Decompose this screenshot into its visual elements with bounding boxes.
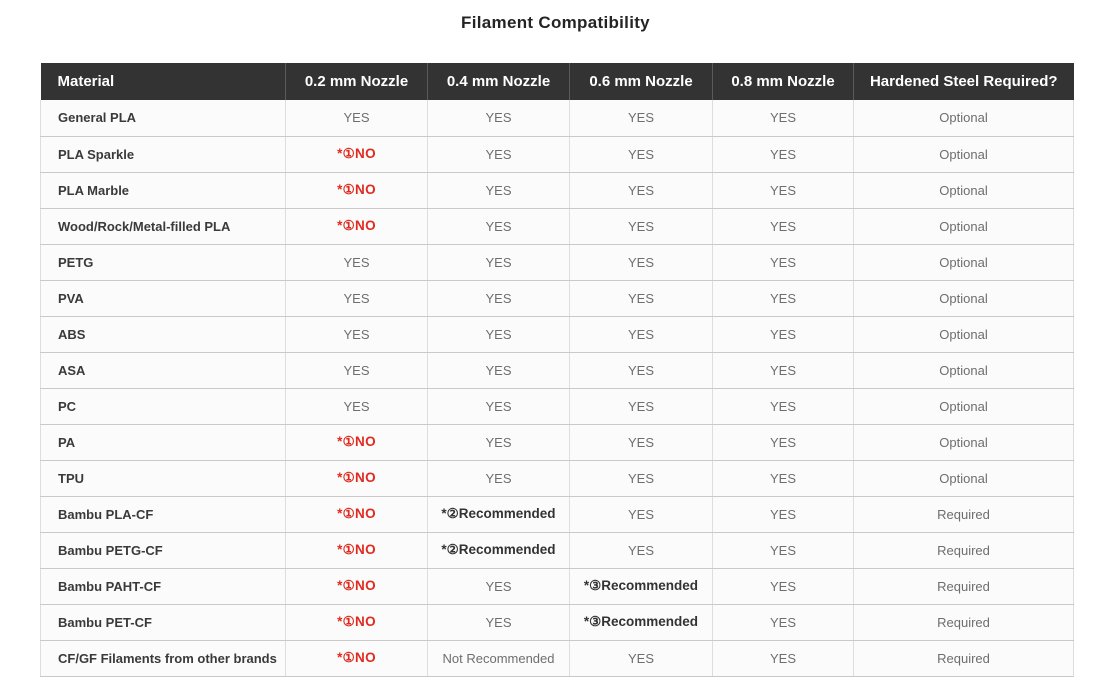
- cell-hardened-steel: Optional: [854, 208, 1074, 244]
- table-header: [41, 63, 1074, 100]
- cell-nozzle-0-8: YES: [713, 136, 854, 172]
- cell-hardened-steel: Required: [854, 604, 1074, 640]
- material-cell: PLA Sparkle: [41, 136, 286, 172]
- table-row: [41, 640, 1074, 676]
- cell-hardened-steel: Optional: [854, 100, 1074, 136]
- cell-nozzle-0-6: YES: [570, 352, 713, 388]
- material-cell: CF/GF Filaments from other brands: [41, 640, 286, 676]
- cell-nozzle-0-2: YES: [286, 316, 428, 352]
- cell-nozzle-0-6: YES: [570, 496, 713, 532]
- cell-nozzle-0-2: YES: [286, 100, 428, 136]
- cell-nozzle-0-6: YES: [570, 136, 713, 172]
- cell-nozzle-0-8: YES: [713, 568, 854, 604]
- cell-nozzle-0-4: YES: [428, 352, 570, 388]
- cell-nozzle-0-4: YES: [428, 208, 570, 244]
- cell-hardened-steel: Required: [854, 568, 1074, 604]
- material-cell: PC: [41, 388, 286, 424]
- table-row: [41, 604, 1074, 640]
- table-row: [41, 172, 1074, 208]
- material-cell: Bambu PETG-CF: [41, 532, 286, 568]
- cell-hardened-steel: Optional: [854, 280, 1074, 316]
- cell-nozzle-0-2: *①NO: [286, 640, 428, 676]
- filament-compatibility-table: [40, 63, 1074, 677]
- table-row: [41, 424, 1074, 460]
- cell-nozzle-0-6: YES: [570, 460, 713, 496]
- material-cell: Bambu PET-CF: [41, 604, 286, 640]
- table-header-row: [41, 63, 1074, 100]
- cell-nozzle-0-4: YES: [428, 136, 570, 172]
- cell-hardened-steel: Optional: [854, 352, 1074, 388]
- cell-nozzle-0-4: YES: [428, 172, 570, 208]
- cell-hardened-steel: Optional: [854, 244, 1074, 280]
- cell-nozzle-0-6: YES: [570, 388, 713, 424]
- cell-nozzle-0-8: YES: [713, 172, 854, 208]
- cell-nozzle-0-2: *①NO: [286, 172, 428, 208]
- column-header-hardened-steel: Hardened Steel Required?: [854, 63, 1074, 100]
- cell-hardened-steel: Optional: [854, 172, 1074, 208]
- material-cell: General PLA: [41, 100, 286, 136]
- cell-nozzle-0-8: YES: [713, 316, 854, 352]
- material-cell: PLA Marble: [41, 172, 286, 208]
- cell-hardened-steel: Optional: [854, 424, 1074, 460]
- cell-hardened-steel: Optional: [854, 388, 1074, 424]
- column-header-material: Material: [41, 63, 286, 100]
- cell-hardened-steel: Required: [854, 640, 1074, 676]
- column-header-nozzle-0-6: 0.6 mm Nozzle: [570, 63, 713, 100]
- material-cell: Bambu PAHT-CF: [41, 568, 286, 604]
- page-title: Filament Compatibility: [461, 13, 650, 32]
- cell-nozzle-0-8: YES: [713, 388, 854, 424]
- cell-nozzle-0-6: YES: [570, 280, 713, 316]
- table-row: [41, 208, 1074, 244]
- table-row: [41, 460, 1074, 496]
- table-row: [41, 100, 1074, 136]
- material-cell: Wood/Rock/Metal-filled PLA: [41, 208, 286, 244]
- cell-nozzle-0-2: *①NO: [286, 460, 428, 496]
- cell-nozzle-0-4: YES: [428, 316, 570, 352]
- table-row: [41, 532, 1074, 568]
- cell-nozzle-0-2: *①NO: [286, 496, 428, 532]
- column-header-nozzle-0-4: 0.4 mm Nozzle: [428, 63, 570, 100]
- material-cell: TPU: [41, 460, 286, 496]
- cell-hardened-steel: Optional: [854, 460, 1074, 496]
- cell-nozzle-0-6: *③Recommended: [570, 568, 713, 604]
- cell-hardened-steel: Required: [854, 496, 1074, 532]
- filament-compatibility-table-container: [40, 63, 1073, 677]
- table-row: [41, 496, 1074, 532]
- cell-nozzle-0-4: YES: [428, 460, 570, 496]
- cell-nozzle-0-8: YES: [713, 244, 854, 280]
- cell-nozzle-0-8: YES: [713, 424, 854, 460]
- cell-nozzle-0-8: YES: [713, 640, 854, 676]
- table-row: [41, 316, 1074, 352]
- cell-nozzle-0-4: YES: [428, 100, 570, 136]
- column-header-nozzle-0-2: 0.2 mm Nozzle: [286, 63, 428, 100]
- cell-nozzle-0-4: Not Recommended: [428, 640, 570, 676]
- cell-nozzle-0-8: YES: [713, 532, 854, 568]
- cell-nozzle-0-6: YES: [570, 244, 713, 280]
- table-row: [41, 136, 1074, 172]
- cell-nozzle-0-2: *①NO: [286, 136, 428, 172]
- cell-nozzle-0-4: YES: [428, 388, 570, 424]
- table-body: [41, 100, 1074, 676]
- cell-nozzle-0-8: YES: [713, 280, 854, 316]
- cell-nozzle-0-2: *①NO: [286, 568, 428, 604]
- cell-nozzle-0-8: YES: [713, 604, 854, 640]
- cell-nozzle-0-6: YES: [570, 208, 713, 244]
- cell-nozzle-0-2: YES: [286, 352, 428, 388]
- cell-nozzle-0-8: YES: [713, 352, 854, 388]
- cell-nozzle-0-4: *②Recommended: [428, 532, 570, 568]
- cell-nozzle-0-2: *①NO: [286, 604, 428, 640]
- table-row: [41, 352, 1074, 388]
- cell-nozzle-0-8: YES: [713, 496, 854, 532]
- cell-nozzle-0-6: YES: [570, 424, 713, 460]
- material-cell: ABS: [41, 316, 286, 352]
- cell-nozzle-0-2: YES: [286, 244, 428, 280]
- table-row: [41, 388, 1074, 424]
- cell-nozzle-0-4: YES: [428, 280, 570, 316]
- cell-nozzle-0-2: YES: [286, 280, 428, 316]
- material-cell: ASA: [41, 352, 286, 388]
- material-cell: PETG: [41, 244, 286, 280]
- cell-nozzle-0-2: *①NO: [286, 208, 428, 244]
- cell-nozzle-0-2: YES: [286, 388, 428, 424]
- cell-nozzle-0-4: YES: [428, 604, 570, 640]
- cell-nozzle-0-4: YES: [428, 244, 570, 280]
- material-cell: PA: [41, 424, 286, 460]
- column-header-nozzle-0-8: 0.8 mm Nozzle: [713, 63, 854, 100]
- material-cell: PVA: [41, 280, 286, 316]
- cell-hardened-steel: Optional: [854, 136, 1074, 172]
- cell-nozzle-0-6: YES: [570, 532, 713, 568]
- cell-nozzle-0-6: YES: [570, 316, 713, 352]
- cell-nozzle-0-6: YES: [570, 172, 713, 208]
- cell-nozzle-0-8: YES: [713, 208, 854, 244]
- cell-hardened-steel: Required: [854, 532, 1074, 568]
- cell-nozzle-0-4: *②Recommended: [428, 496, 570, 532]
- cell-nozzle-0-8: YES: [713, 460, 854, 496]
- cell-nozzle-0-4: YES: [428, 568, 570, 604]
- table-row: [41, 568, 1074, 604]
- cell-hardened-steel: Optional: [854, 316, 1074, 352]
- cell-nozzle-0-6: YES: [570, 100, 713, 136]
- cell-nozzle-0-4: YES: [428, 424, 570, 460]
- cell-nozzle-0-6: *③Recommended: [570, 604, 713, 640]
- cell-nozzle-0-2: *①NO: [286, 532, 428, 568]
- table-row: [41, 244, 1074, 280]
- cell-nozzle-0-8: YES: [713, 100, 854, 136]
- table-row: [41, 280, 1074, 316]
- material-cell: Bambu PLA-CF: [41, 496, 286, 532]
- cell-nozzle-0-2: *①NO: [286, 424, 428, 460]
- cell-nozzle-0-6: YES: [570, 640, 713, 676]
